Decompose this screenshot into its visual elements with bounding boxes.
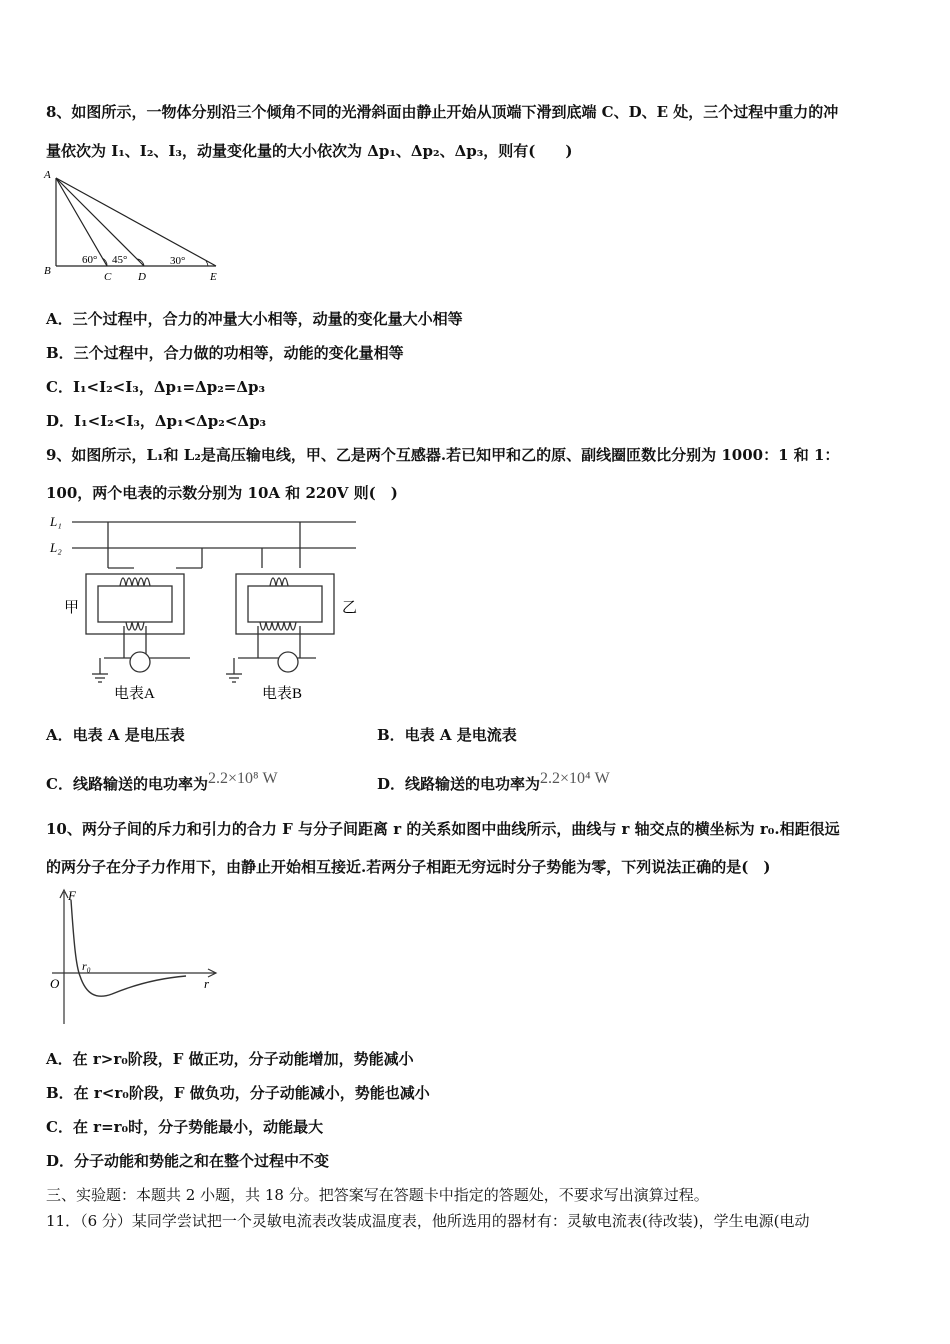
angle-60: 60° — [82, 254, 98, 266]
q9-option-d — [377, 770, 610, 794]
q9-option-d-text: D．线路输送的电功率为 — [377, 775, 541, 793]
q8-stem-line2: 量依次为 I₁、I₂、I₃，动量变化量的大小依次为 Δp₁、Δp₂、Δp₃，则有( ) — [46, 142, 573, 160]
q10-option-c: C．在 r=r₀时，分子势能最小，动能最大 — [46, 1118, 324, 1136]
label-jia: 甲 — [64, 600, 80, 616]
angle-45: 45° — [112, 254, 128, 266]
label-meter-b: 电表B — [262, 686, 303, 702]
label-a: A — [44, 169, 51, 181]
label-e: E — [210, 271, 217, 283]
label-l2: L₂ — [50, 540, 62, 555]
q9-option-d-value: 2.2×10⁴ W — [540, 770, 610, 787]
label-yi: 乙 — [342, 600, 358, 616]
q9-option-c — [46, 770, 278, 794]
q9-option-c-value: 2.2×10⁸ W — [207, 770, 278, 787]
q8-option-a: A．三个过程中，合力的冲量大小相等，动量的变化量大小相等 — [46, 310, 463, 328]
label-d: D — [138, 271, 146, 283]
q10-option-b: B．在 r<r₀阶段，F 做负功，分子动能减小，势能也减小 — [46, 1084, 430, 1102]
label-c: C — [104, 271, 112, 283]
q8-option-b: B．三个过程中，合力做的功相等，动能的变化量相等 — [46, 344, 404, 362]
q10-stem-line2: 的两分子在分子力作用下，由静止开始相互接近.若两分子相距无穷远时分子势能为零，下列说法正确的是( ) — [46, 858, 771, 876]
label-l1: L₁ — [50, 514, 62, 529]
label-b: B — [44, 265, 51, 277]
angle-30: 30° — [170, 255, 186, 267]
label-r-axis: r — [204, 976, 210, 991]
q8-incline-figure — [40, 168, 225, 286]
q10-stem-line1: 10、两分子间的斥力和引力的合力 F 与分子间距离 r 的关系如图中曲线所示，曲线与 r 轴交点的横坐标为 r₀.相距很远 — [46, 820, 840, 838]
q9-stem-line1: 9、如图所示，L₁和 L₂是高压输电线，甲、乙是两个互感器.若已知甲和乙的原、副线圈匝数比分别为 1000：1 和 1： — [46, 446, 840, 464]
q10-option-d: D．分子动能和势能之和在整个过程中不变 — [46, 1152, 330, 1170]
q8-option-d: D．I₁<I₂<I₃，Δp₁<Δp₂<Δp₃ — [46, 412, 267, 430]
q10-option-a: A．在 r>r₀阶段，F 做正功，分子动能增加，势能减小 — [46, 1050, 414, 1068]
q10-force-graph — [44, 884, 224, 1029]
q9-transformer-figure — [44, 508, 364, 708]
label-f-axis: F — [68, 888, 76, 903]
q11-stem: 11．（6 分）某同学尝试把一个灵敏电流表改装成温度表，他所选用的器材有：灵敏电流表(待改装)，学生电源(电动 — [46, 1212, 810, 1230]
q9-stem-line2: 100，两个电表的示数分别为 10A 和 220V 则( ) — [46, 484, 398, 502]
label-r0: r₀ — [82, 959, 91, 973]
q8-stem-line1: 8、如图所示，一物体分别沿三个倾角不同的光滑斜面由静止开始从顶端下滑到底端 C、D、E 处，三个过程中重力的冲 — [46, 103, 839, 121]
section-3-heading: 三、实验题：本题共 2 小题，共 18 分。把答案写在答题卡中指定的答题处，不要求写出演算过程。 — [46, 1186, 709, 1204]
q8-option-c: C．I₁<I₂<I₃，Δp₁=Δp₂=Δp₃ — [46, 378, 266, 396]
q9-option-c-text: C．线路输送的电功率为 — [46, 775, 208, 793]
label-meter-a: 电表A — [114, 686, 155, 702]
q9-option-b: B．电表 A 是电流表 — [377, 726, 517, 744]
q9-option-a: A．电表 A 是电压表 — [46, 726, 185, 744]
label-origin: O — [50, 976, 60, 991]
